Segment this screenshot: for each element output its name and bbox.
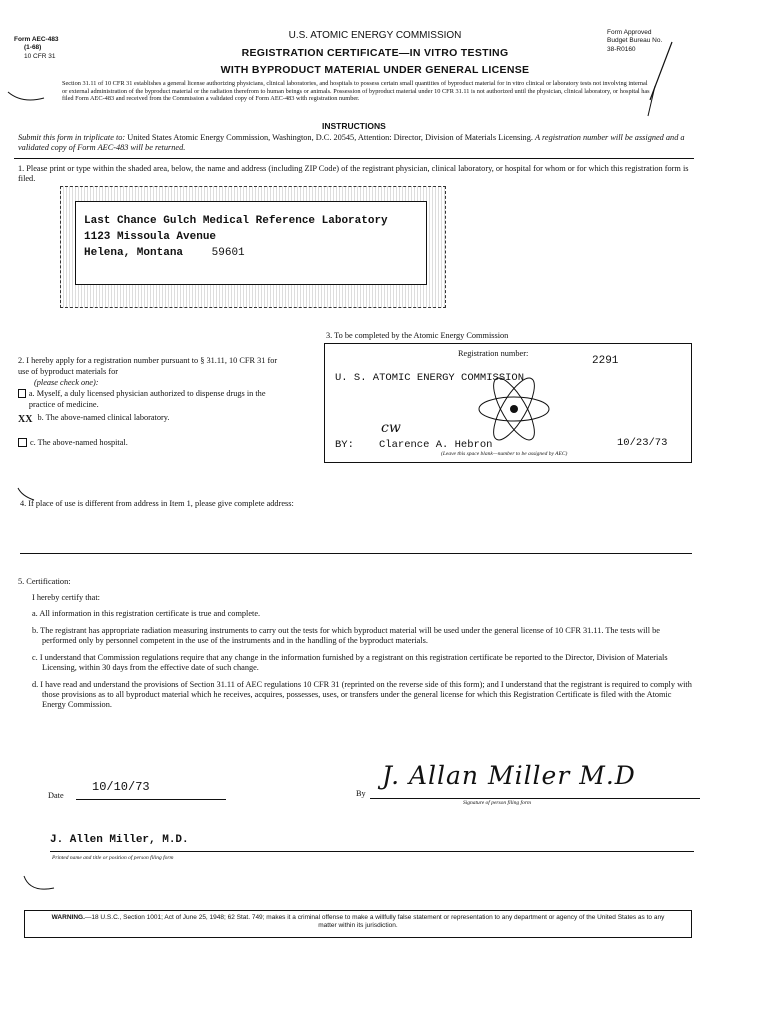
registrant-city-line (84, 246, 388, 262)
registrant-zip: 59601 (211, 246, 245, 259)
option-b-checkbox[interactable]: XX (18, 413, 33, 425)
option-c-checkbox[interactable] (18, 438, 27, 447)
item2-check-note: (please check one): (34, 377, 99, 387)
date-value: 10/10/73 (92, 780, 150, 794)
printed-name-line[interactable] (50, 851, 694, 852)
divider (14, 158, 694, 159)
option-a-label: a. Myself, a duly licensed physician authorized to dispense drugs in the practice of medicine. (28, 389, 266, 410)
certification-intro: I hereby certify that: (32, 592, 100, 602)
signature-caption: Signature of person filing form (463, 800, 531, 806)
certification-d: d. I have read and understand the provisions of Section 31.11 of AEC regulations 10 CFR 31 (reprinted on the reverse side of this form); and I understand that the registrant is required to comply with those provisions as to all byproduct material which he receives, acquires, possesses, uses, or transfers under the general license for which this Registration Certificate is filed with the Atomic Energy Commission. (32, 679, 692, 709)
option-b-row[interactable] (18, 413, 298, 426)
warning-label: WARNING. (51, 914, 85, 921)
date-field[interactable] (76, 781, 226, 800)
signature-text: J. Allan Miller M.D (382, 761, 636, 790)
warning-box (24, 910, 692, 938)
item3-label: 3. To be completed by the Atomic Energy Commission (326, 331, 509, 340)
intro-paragraph: Section 31.11 of 10 CFR 31 establishes a general license authorizing physicians, clinical laboratories, and hospitals to possess certain small quantities of byproduct material for in vitro clinical or laboratory tests not involving internal or external administration of the byproduct material or the radiation therefrom to human beings or animals. Possession of byproduct material under 10 CFR 31.11 is not authorized until the physician, clinical laboratory, or hospital has filed Form AEC-483 and received from the Commission a validated copy of Form AEC-483 with registration number. (62, 80, 650, 103)
approved-line3: 38-R0160 (607, 45, 636, 53)
registrant-city: Helena, Montana (84, 246, 184, 259)
instructions-text (18, 133, 694, 153)
certification-a: a. All information in this registration certificate is true and complete. (32, 608, 261, 618)
form-title-line1: REGISTRATION CERTIFICATE—IN VITRO TESTING (241, 46, 509, 59)
aec-signer: Clarence A. Hebron (379, 439, 493, 451)
item1-text: 1. Please print or type within the shaded area, below, the name and address (including ZIP Code) of the registrant physician, clinical laboratory, or hospital for whom or for which this registration form is filed. (18, 164, 689, 183)
warning-text-wrap (25, 911, 691, 934)
option-b-label: b. The above-named clinical laboratory. (37, 412, 170, 422)
registrant-name: Last Chance Gulch Medical Reference Laboratory (84, 215, 388, 227)
instructions-heading: INSTRUCTIONS (322, 121, 386, 131)
date-label: Date (48, 791, 64, 800)
registrant-street: 1123 Missoula Avenue (84, 230, 217, 243)
instructions-lead: Submit this form in triplicate to: (18, 133, 126, 142)
item4-address-line[interactable] (20, 553, 692, 554)
item5-section (18, 577, 694, 710)
certification-c: c. I understand that Commission regulations require that any change in the information furnished by a registrant on this registration certificate be reported to the Director, Division of Materials Licensing, within 30 days from the effective date of such change. (32, 652, 668, 672)
option-c-label: c. The above-named hospital. (30, 437, 128, 447)
printed-caption: Printed name and title or position of person filing form (52, 855, 174, 861)
instructions-body: United States Atomic Energy Commission, Washington, D.C. 20545, Attention: Director, Division of Materials Licensing. (127, 133, 533, 142)
aec-by-label: BY: (335, 439, 354, 451)
approved-line2: Budget Bureau No. (607, 37, 663, 45)
aec-note: (Leave this space blank—number to be assigned by AEC) (441, 451, 568, 457)
form-title-line2: WITH BYPRODUCT MATERIAL UNDER GENERAL LICENSE (220, 63, 530, 76)
option-c-row[interactable] (18, 438, 298, 449)
form-number: Form AEC-483 (14, 36, 59, 43)
registration-number: 2291 (592, 355, 619, 367)
by-label: By (356, 789, 366, 798)
aec-registration-box (324, 343, 692, 463)
certification-b: b. The registrant has appropriate radiation measuring instruments to carry out the tests for which byproduct material will be used under the general license of 10 CFR 31.11. The tests will be performed only by personnel competent in the use of the instruments and in the handling of the byproduct materials. (32, 625, 660, 645)
signature-field[interactable] (370, 762, 700, 799)
atom-symbol-icon (475, 374, 553, 444)
registration-number-label: Registration number: (458, 349, 529, 358)
item2-section (18, 356, 298, 449)
registrant-address-box (75, 201, 427, 285)
item4-text: 4. If place of use is different from address in Item 1, please give complete address: (20, 499, 294, 508)
approved-line1: Form Approved (607, 29, 652, 36)
certification-heading: 5. Certification: (18, 577, 71, 586)
aec-date: 10/23/73 (617, 437, 668, 449)
agency-name: U.S. ATOMIC ENERGY COMMISSION (288, 30, 462, 41)
aec-stamp-text: U. S. ATOMIC ENERGY COMMISSION (335, 372, 525, 384)
shaded-address-area (60, 186, 446, 308)
instructions-tail: A registration number will be assigned and a validated copy of Form AEC-483 will be returned. (18, 133, 685, 152)
warning-text: —18 U.S.C., Section 1001; Act of June 25, 1948; 62 Stat. 749; makes it a criminal offense to make a willfully false statement or representation to any department or agency of the United States as to any matter within its jurisdiction. (84, 914, 665, 930)
printed-name: J. Allen Miller, M.D. (50, 834, 189, 846)
option-a-checkbox[interactable] (18, 389, 26, 398)
option-a-row[interactable] (18, 389, 298, 411)
item2-text: 2. I hereby apply for a registration number pursuant to § 31.11, 10 CFR 31 for use of byproduct materials for (18, 356, 278, 376)
form-date: (1-68) (24, 44, 42, 52)
aec-initials: cw (381, 420, 401, 436)
form-cfr: 10 CFR 31 (24, 52, 56, 60)
